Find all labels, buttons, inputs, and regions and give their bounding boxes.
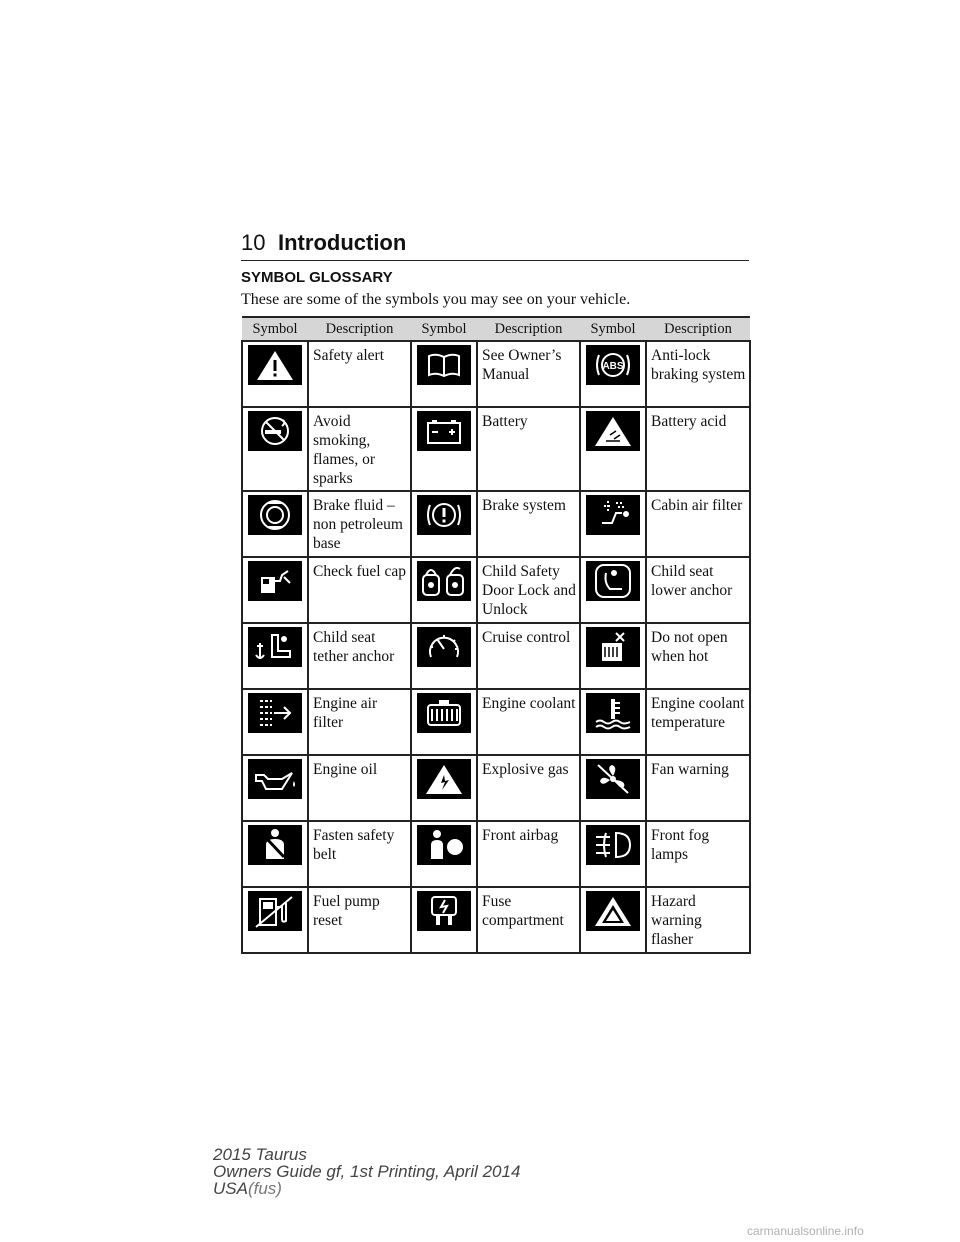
description-cell: Brake fluid – non petroleum base <box>308 491 411 557</box>
section-intro: These are some of the symbols you may see on your vehicle. <box>241 291 631 308</box>
description-cell: Cruise control <box>477 623 580 689</box>
symbol-cell <box>242 821 308 887</box>
engine-coolant-icon <box>417 693 471 733</box>
no-smoking-icon <box>248 411 302 451</box>
description-cell: Avoid smoking, flames, or sparks <box>308 407 411 491</box>
section-title: SYMBOL GLOSSARY <box>241 269 393 286</box>
symbol-cell <box>242 887 308 953</box>
description-cell: Fuse compartment <box>477 887 580 953</box>
symbol-cell <box>242 623 308 689</box>
table-row <box>242 557 750 623</box>
symbol-cell <box>411 821 477 887</box>
column-header: Symbol <box>411 317 477 341</box>
description-cell: Safety alert <box>308 341 411 407</box>
footer-model: 2015 Taurus <box>213 1145 307 1164</box>
description-cell: Battery <box>477 407 580 491</box>
column-header: Symbol <box>242 317 308 341</box>
coolant-temperature-icon <box>586 693 640 733</box>
symbol-cell <box>242 557 308 623</box>
battery-acid-icon <box>586 411 640 451</box>
child-lock-icon <box>417 561 471 601</box>
description-cell: Anti-lock braking system <box>646 341 750 407</box>
front-airbag-icon <box>417 825 471 865</box>
table-row <box>242 341 750 407</box>
description-cell: Battery acid <box>646 407 750 491</box>
description-cell: Front fog lamps <box>646 821 750 887</box>
description-cell: Explosive gas <box>477 755 580 821</box>
watermark: carmanualsonline.info <box>747 1224 864 1238</box>
description-cell: Engine oil <box>308 755 411 821</box>
symbol-glossary-table <box>241 316 751 954</box>
description-cell: Do not open when hot <box>646 623 750 689</box>
symbol-cell <box>242 689 308 755</box>
description-cell: Engine air filter <box>308 689 411 755</box>
footer-market: USA(fus) <box>213 1179 282 1198</box>
description-cell: Brake system <box>477 491 580 557</box>
symbol-cell <box>411 689 477 755</box>
symbol-cell <box>580 689 646 755</box>
brake-fluid-icon <box>248 495 302 535</box>
safety-belt-icon <box>248 825 302 865</box>
description-cell: Cabin air filter <box>646 491 750 557</box>
description-cell: Fuel pump reset <box>308 887 411 953</box>
symbol-cell <box>242 407 308 491</box>
safety-alert-icon <box>248 345 302 385</box>
symbol-cell <box>411 887 477 953</box>
fuel-cap-icon <box>248 561 302 601</box>
page-number: 10 <box>241 230 266 255</box>
engine-air-filter-icon <box>248 693 302 733</box>
battery-icon <box>417 411 471 451</box>
symbol-cell <box>580 887 646 953</box>
owners-manual-icon <box>417 345 471 385</box>
symbol-cell <box>580 491 646 557</box>
hazard-flasher-icon <box>586 891 640 931</box>
symbol-cell <box>411 755 477 821</box>
description-cell: Child seat lower anchor <box>646 557 750 623</box>
child-seat-anchor-icon <box>586 561 640 601</box>
table-row <box>242 623 750 689</box>
description-cell: See Owner’s Manual <box>477 341 580 407</box>
description-cell: Child seat tether anchor <box>308 623 411 689</box>
explosive-gas-icon <box>417 759 471 799</box>
table-row <box>242 491 750 557</box>
description-cell: Engine coolant <box>477 689 580 755</box>
symbol-cell <box>580 407 646 491</box>
symbol-cell <box>411 407 477 491</box>
description-cell: Engine coolant temperature <box>646 689 750 755</box>
symbol-cell <box>580 557 646 623</box>
engine-oil-icon <box>248 759 302 799</box>
description-cell: Hazard warning flasher <box>646 887 750 953</box>
svg-text:ABS: ABS <box>602 361 624 372</box>
symbol-cell <box>411 557 477 623</box>
footer <box>213 1146 520 1197</box>
description-cell: Fan warning <box>646 755 750 821</box>
table-header-row <box>242 317 750 341</box>
fuse-compartment-icon <box>417 891 471 931</box>
chapter-title: Introduction <box>278 230 407 255</box>
description-cell: Child Safety Door Lock and Unlock <box>477 557 580 623</box>
brake-system-icon <box>417 495 471 535</box>
child-tether-icon <box>248 627 302 667</box>
footer-edition: Owners Guide gf, 1st Printing, April 2014 <box>213 1162 521 1181</box>
column-header: Description <box>308 317 411 341</box>
symbol-cell <box>580 341 646 407</box>
do-not-open-hot-icon <box>586 627 640 667</box>
table-row <box>242 821 750 887</box>
fan-warning-icon <box>586 759 640 799</box>
table-row <box>242 887 750 953</box>
fuel-pump-reset-icon <box>248 891 302 931</box>
description-cell: Check fuel cap <box>308 557 411 623</box>
symbol-cell <box>411 341 477 407</box>
table-row <box>242 755 750 821</box>
page-header <box>241 228 749 261</box>
symbol-cell <box>580 755 646 821</box>
column-header: Symbol <box>580 317 646 341</box>
table-row <box>242 407 750 491</box>
symbol-cell <box>411 623 477 689</box>
front-fog-lamps-icon <box>586 825 640 865</box>
table-row <box>242 689 750 755</box>
cruise-control-icon <box>417 627 471 667</box>
column-header: Description <box>646 317 750 341</box>
symbol-cell <box>411 491 477 557</box>
symbol-cell <box>242 341 308 407</box>
description-cell: Front airbag <box>477 821 580 887</box>
description-cell: Fasten safety belt <box>308 821 411 887</box>
column-header: Description <box>477 317 580 341</box>
symbol-cell <box>580 623 646 689</box>
symbol-cell <box>580 821 646 887</box>
cabin-air-filter-icon <box>586 495 640 535</box>
symbol-cell <box>242 755 308 821</box>
abs-icon <box>586 345 640 385</box>
symbol-cell <box>242 491 308 557</box>
